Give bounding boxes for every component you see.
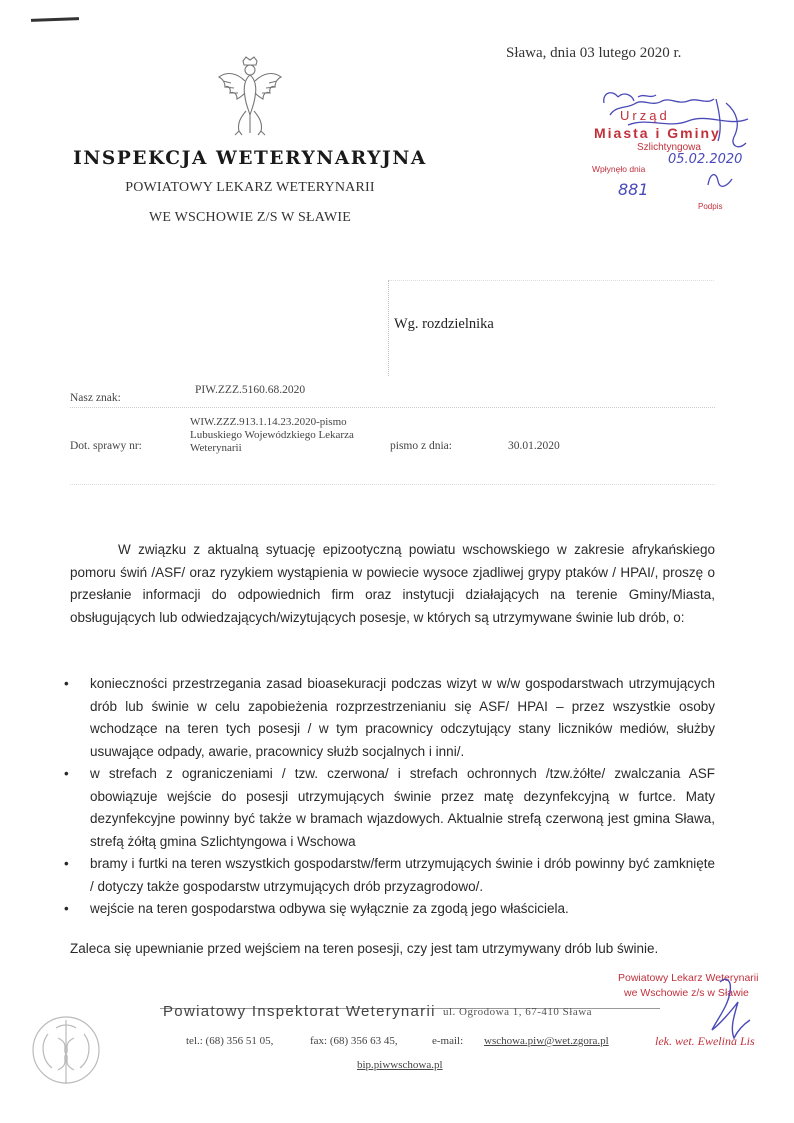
list-item-text: konieczności przestrzegania zasad bioasekuracji podczas wizyt w w/w gospodarstwach utrzymujących drób lub świnie w celu zapobieżenia rozprzestrzenianiu się ASF/ HPAI – przez wszystkie osoby wchodzące na teren tych posesji / w tym pracownicy odczytujący stany liczników mediów, służby usuwające odpady, awarie, pracownicy służb socjalnych i inni/. (90, 676, 715, 759)
bullet-icon: • (64, 766, 69, 781)
case-ref-label: Dot. sprawy nr: (70, 440, 142, 452)
footer-fax: fax: (68) 356 63 45, (310, 1035, 398, 1047)
signature-stamp-name: lek. wet. Ewelina Lis (655, 1034, 755, 1048)
signature-stamp-line-1: Powiatowy Lekarz Weterynarii (618, 972, 759, 984)
stamp-line-5: Podpis (698, 202, 723, 211)
footer-bip-link[interactable]: bip.piwwschowa.pl (357, 1059, 443, 1071)
intro-paragraph: W związku z aktualną sytuację epizootyczną powiatu wschowskiego w zakresie afrykańskiego pomoru świń /ASF/ oraz ryzykiem wystąpienia w powiecie wysoce zjadliwej grypy ptaków / HPAI/, proszę o przesłanie informacji do odpowiednich firm oraz instytucji działających na terenie Gminy/Miasta, obsługujących lub odwiedzających/wizytujących posesje, w których są utrzymywane świnie lub drób, o: (70, 542, 715, 625)
list-item-text: wejście na teren gospodarstwa odbywa się wyłącznie za zgodą jego właściciela. (90, 901, 569, 916)
list-item-text: w strefach z ograniczeniami / tzw. czerwona/ i strefach ochronnych /tzw.żółte/ zwalczania ASF obowiązuje wejście do posesji utrzymujących świnie przez matę dezynfekcyjną w furtce. Maty dezynfekcyjne powinny być także w bramach wjazdowych. Aktualnie strefą czerwoną jest gmina Sława, strefą żółtą gmina Szlichtyngowa i Wschowa (90, 766, 715, 849)
letter-date-value: 30.01.2020 (508, 440, 560, 452)
footer-address: ul. Ogrodowa 1, 67-410 Sława (443, 1006, 593, 1018)
pen-mark (31, 17, 79, 22)
bullet-icon: • (64, 901, 69, 916)
stamp-line-1: Urząd (620, 108, 670, 123)
footer-phone: tel.: (68) 356 51 05, (186, 1035, 274, 1047)
list-item-text: bramy i furtki na teren wszystkich gospodarstw/ferm utrzymujących świnie i drób powinny być zamknięte / dotyczy także gospodarstw utrzymujących drób przyzagrodowo/. (90, 856, 715, 894)
list-item (64, 853, 715, 898)
divider (70, 407, 715, 408)
footer-email-link[interactable]: wschowa.piw@wet.zgora.pl (484, 1035, 609, 1047)
list-item (64, 898, 715, 921)
stamp-line-4: Wpłynęło dnia (592, 164, 646, 174)
list-item (64, 763, 715, 853)
bullet-icon: • (64, 856, 69, 871)
bullet-icon: • (64, 676, 69, 691)
our-ref-value: PIW.ZZZ.5160.68.2020 (195, 384, 306, 396)
footer-email-label: e-mail: (432, 1035, 464, 1047)
letter-date-label: pismo z dnia: (390, 440, 452, 452)
list-item (64, 673, 715, 763)
signature-scribble (690, 972, 770, 1052)
divider (70, 484, 715, 485)
footer-institution-name: Powiatowy Inspektorat Weterynarii (163, 1003, 436, 1020)
our-ref-label: Nasz znak: (70, 392, 121, 404)
institution-subtitle-1: POWIATOWY LEKARZ WETERYNARII (125, 180, 375, 195)
stamp-line-3: Szlichtyngowa (637, 142, 701, 153)
bullet-list (64, 673, 715, 921)
polish-eagle-icon (215, 55, 285, 137)
institution-name: INSPEKCJA WETERYNARYJNA (73, 148, 427, 169)
case-ref-value: WIW.ZZZ.913.1.14.23.2020-pismo Lubuskiego Wojewódzkiego Lekarza Weterynarii (190, 416, 354, 454)
signature-stamp-line-2: we Wschowie z/s w Sławie (624, 987, 749, 999)
stamp-handwritten-date: 05.02.2020 (668, 152, 743, 167)
caduceus-logo-icon (30, 1010, 102, 1092)
date-line: Sława, dnia 03 lutego 2020 r. (506, 45, 682, 61)
stamp-handwritten-number: 881 (618, 180, 649, 199)
recipient: Wg. rozdzielnika (394, 316, 494, 332)
institution-subtitle-2: WE WSCHOWIE Z/S W SŁAWIE (149, 210, 351, 225)
stamp-line-2: Miasta i Gminy (594, 125, 721, 141)
closing-paragraph: Zaleca się upewnianie przed wejściem na teren posesji, czy jest tam utrzymywany drób lub świnie. (70, 941, 659, 956)
